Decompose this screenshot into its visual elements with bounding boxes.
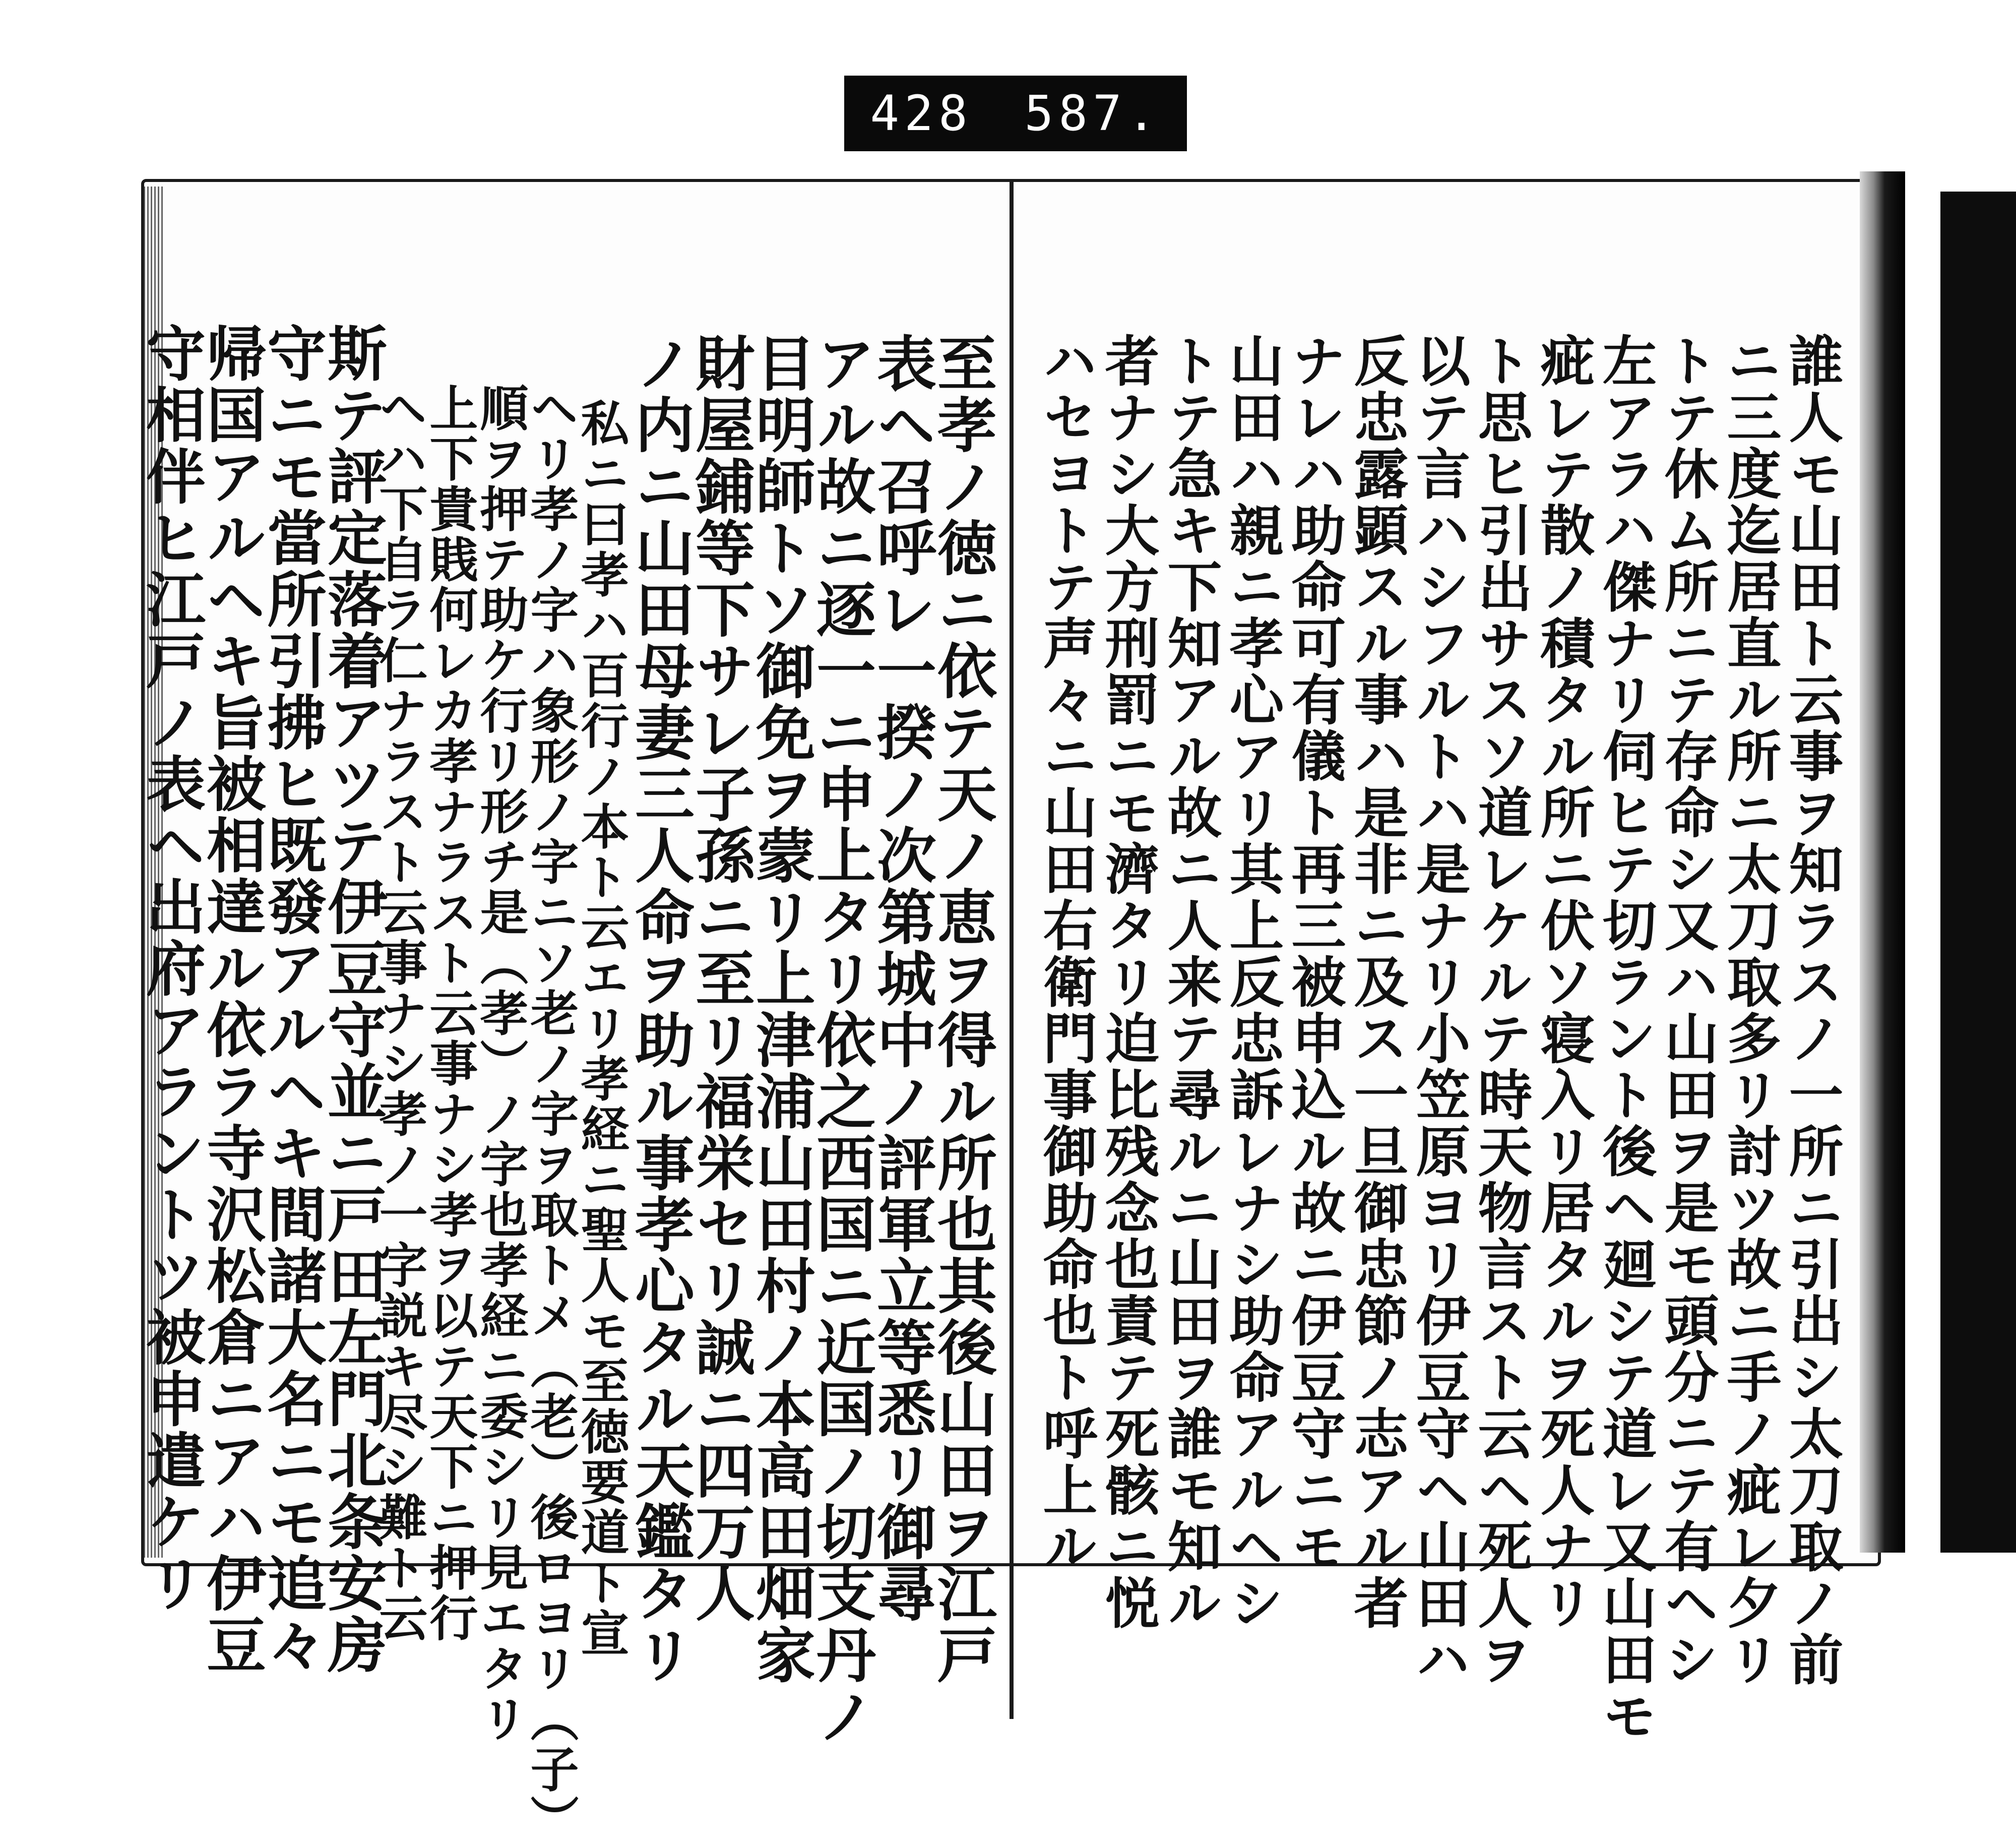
archive-number-left: 428 <box>870 85 973 142</box>
book-spine <box>1010 181 1014 1719</box>
left-page-column-1: 至孝ノ徳ニ依テ天ノ恵ヲ得ル所也其後山田ヲ江戸 <box>927 333 997 1686</box>
left-page-note-column-2: ヘリ孝ノ字ハ象形ノ字ニソ老ノ字ヲ取トメ（老）後ロヨリ（子） <box>523 383 580 1845</box>
shelf-right <box>1940 192 2016 1553</box>
right-page-column-12: 者ナシ大方刑罰ニモ濟タリ迫比残念也責テ死骸ニ悦 <box>1096 333 1159 1631</box>
book-edge-right <box>1860 171 1905 1553</box>
left-page-column-9: 帰国アルヘキ旨被相達ル依ラ寺沢松倉ニアハ伊豆 <box>197 323 267 1676</box>
left-page-column-6: ノ内ニ山田母妻三人命ヲ助ル事孝心タル天鑑タリ <box>625 333 695 1686</box>
left-page-column-7: 斯テ評定落着アツテ伊豆守並ニ戸田左門北条安房 <box>318 323 388 1676</box>
right-page-column-8: 反忠露顕スル事ハ是非ニ及ス一旦御忠節ノ志アル者 <box>1345 333 1408 1631</box>
right-page-column-2: ニ三度迄居直ル所ニ太刀取多リ討ツ故ニ手ノ疵レ夕リ <box>1718 333 1781 1688</box>
left-page-note-column-1: 私ニ曰孝ハ百行ノ本ト云エリ孝経ニ聖人モ至徳要道ト宣 <box>573 398 630 1658</box>
left-page-column-4: 目明師トソ御免ヲ蒙リ上津浦山田村ノ本高田畑家 <box>746 333 816 1686</box>
right-page-column-7: 以テ言ハシフルトハ是ナリ小笠原ヨリ伊豆守ヘ山田ハ <box>1407 333 1470 1688</box>
right-page-column-5: 疵レテ散ノ積タル所ニ伏ソ寝入リ居タルヲ死人ナリ <box>1531 333 1595 1631</box>
left-page-note-column-3: 順ヲ押テ助ケ行リ形チ是（孝）ノ字也孝経ニ委シリ見エタリ <box>472 383 529 1744</box>
left-page-column-10: 守相伴ヒ江戸ノ表ヘ出府アラントツ被申遣ケリ <box>136 323 206 1614</box>
right-page-column-13: ハセヨトテ声々ニ山田右衛門事御助命也ト呼上ル <box>1034 333 1097 1575</box>
right-page-column-4: 左アラハ傑ナリ伺ヒテ切ラント後ヘ廻シテ道レ又山田モ <box>1593 333 1657 1744</box>
right-page-column-3: トテ休ム所ニテ存命シ又ハ山田ヲ是モ頭分ニテ有ヘシ <box>1655 333 1719 1688</box>
left-page-column-3: アル故ニ逐一ニ申上タリ依之西国ニ近国ノ切支丹ノ <box>806 333 876 1747</box>
right-page-column-1: 誰人モ山田ト云事ヲ知ラスノ一所ニ引出シ太刀取ノ前 <box>1780 333 1843 1688</box>
left-page-column-5: 財屋鋪等下サレ子孫ニ至リ福栄セリ誠ニ四万人 <box>685 333 755 1624</box>
left-page-note-column-4: 上下貴賎何レカ孝ナラスト云事ナシ孝ヲ以テ天下ニ押行 <box>422 383 479 1643</box>
archive-label <box>844 76 1187 151</box>
left-page-note-column-5: ヘハ下自ラ仁ナラスト云事ナシ孝ノ一字説キ尽シ難ト云 <box>371 383 428 1643</box>
archive-number-right: 587. <box>1024 85 1161 142</box>
right-page-column-9: ナレハ助命可有儀ト再三被申込ル故ニ伊豆守ニモ <box>1282 333 1346 1575</box>
right-page-column-10: 山田ハ親ニ孝心アリ其上反忠訴レナシ助命アルヘシ <box>1220 333 1284 1631</box>
left-page-column-8: 守ニモ當所引拂ヒ既發アルヘキ間諸大名ニモ追々 <box>257 323 327 1676</box>
left-page-column-2: 表ヘ召呼レ一揆ノ次第城中ノ評軍立等悉リ御尋 <box>867 333 937 1624</box>
right-page-column-6: ト思ヒ引出サスソ道レケルテ時天物言スト云ヘ死人ヲ <box>1469 333 1532 1688</box>
right-page-column-11: トテ急キ下知アル故ニ人来テ尋ルニ山田ヲ誰モ知ル <box>1158 333 1222 1631</box>
